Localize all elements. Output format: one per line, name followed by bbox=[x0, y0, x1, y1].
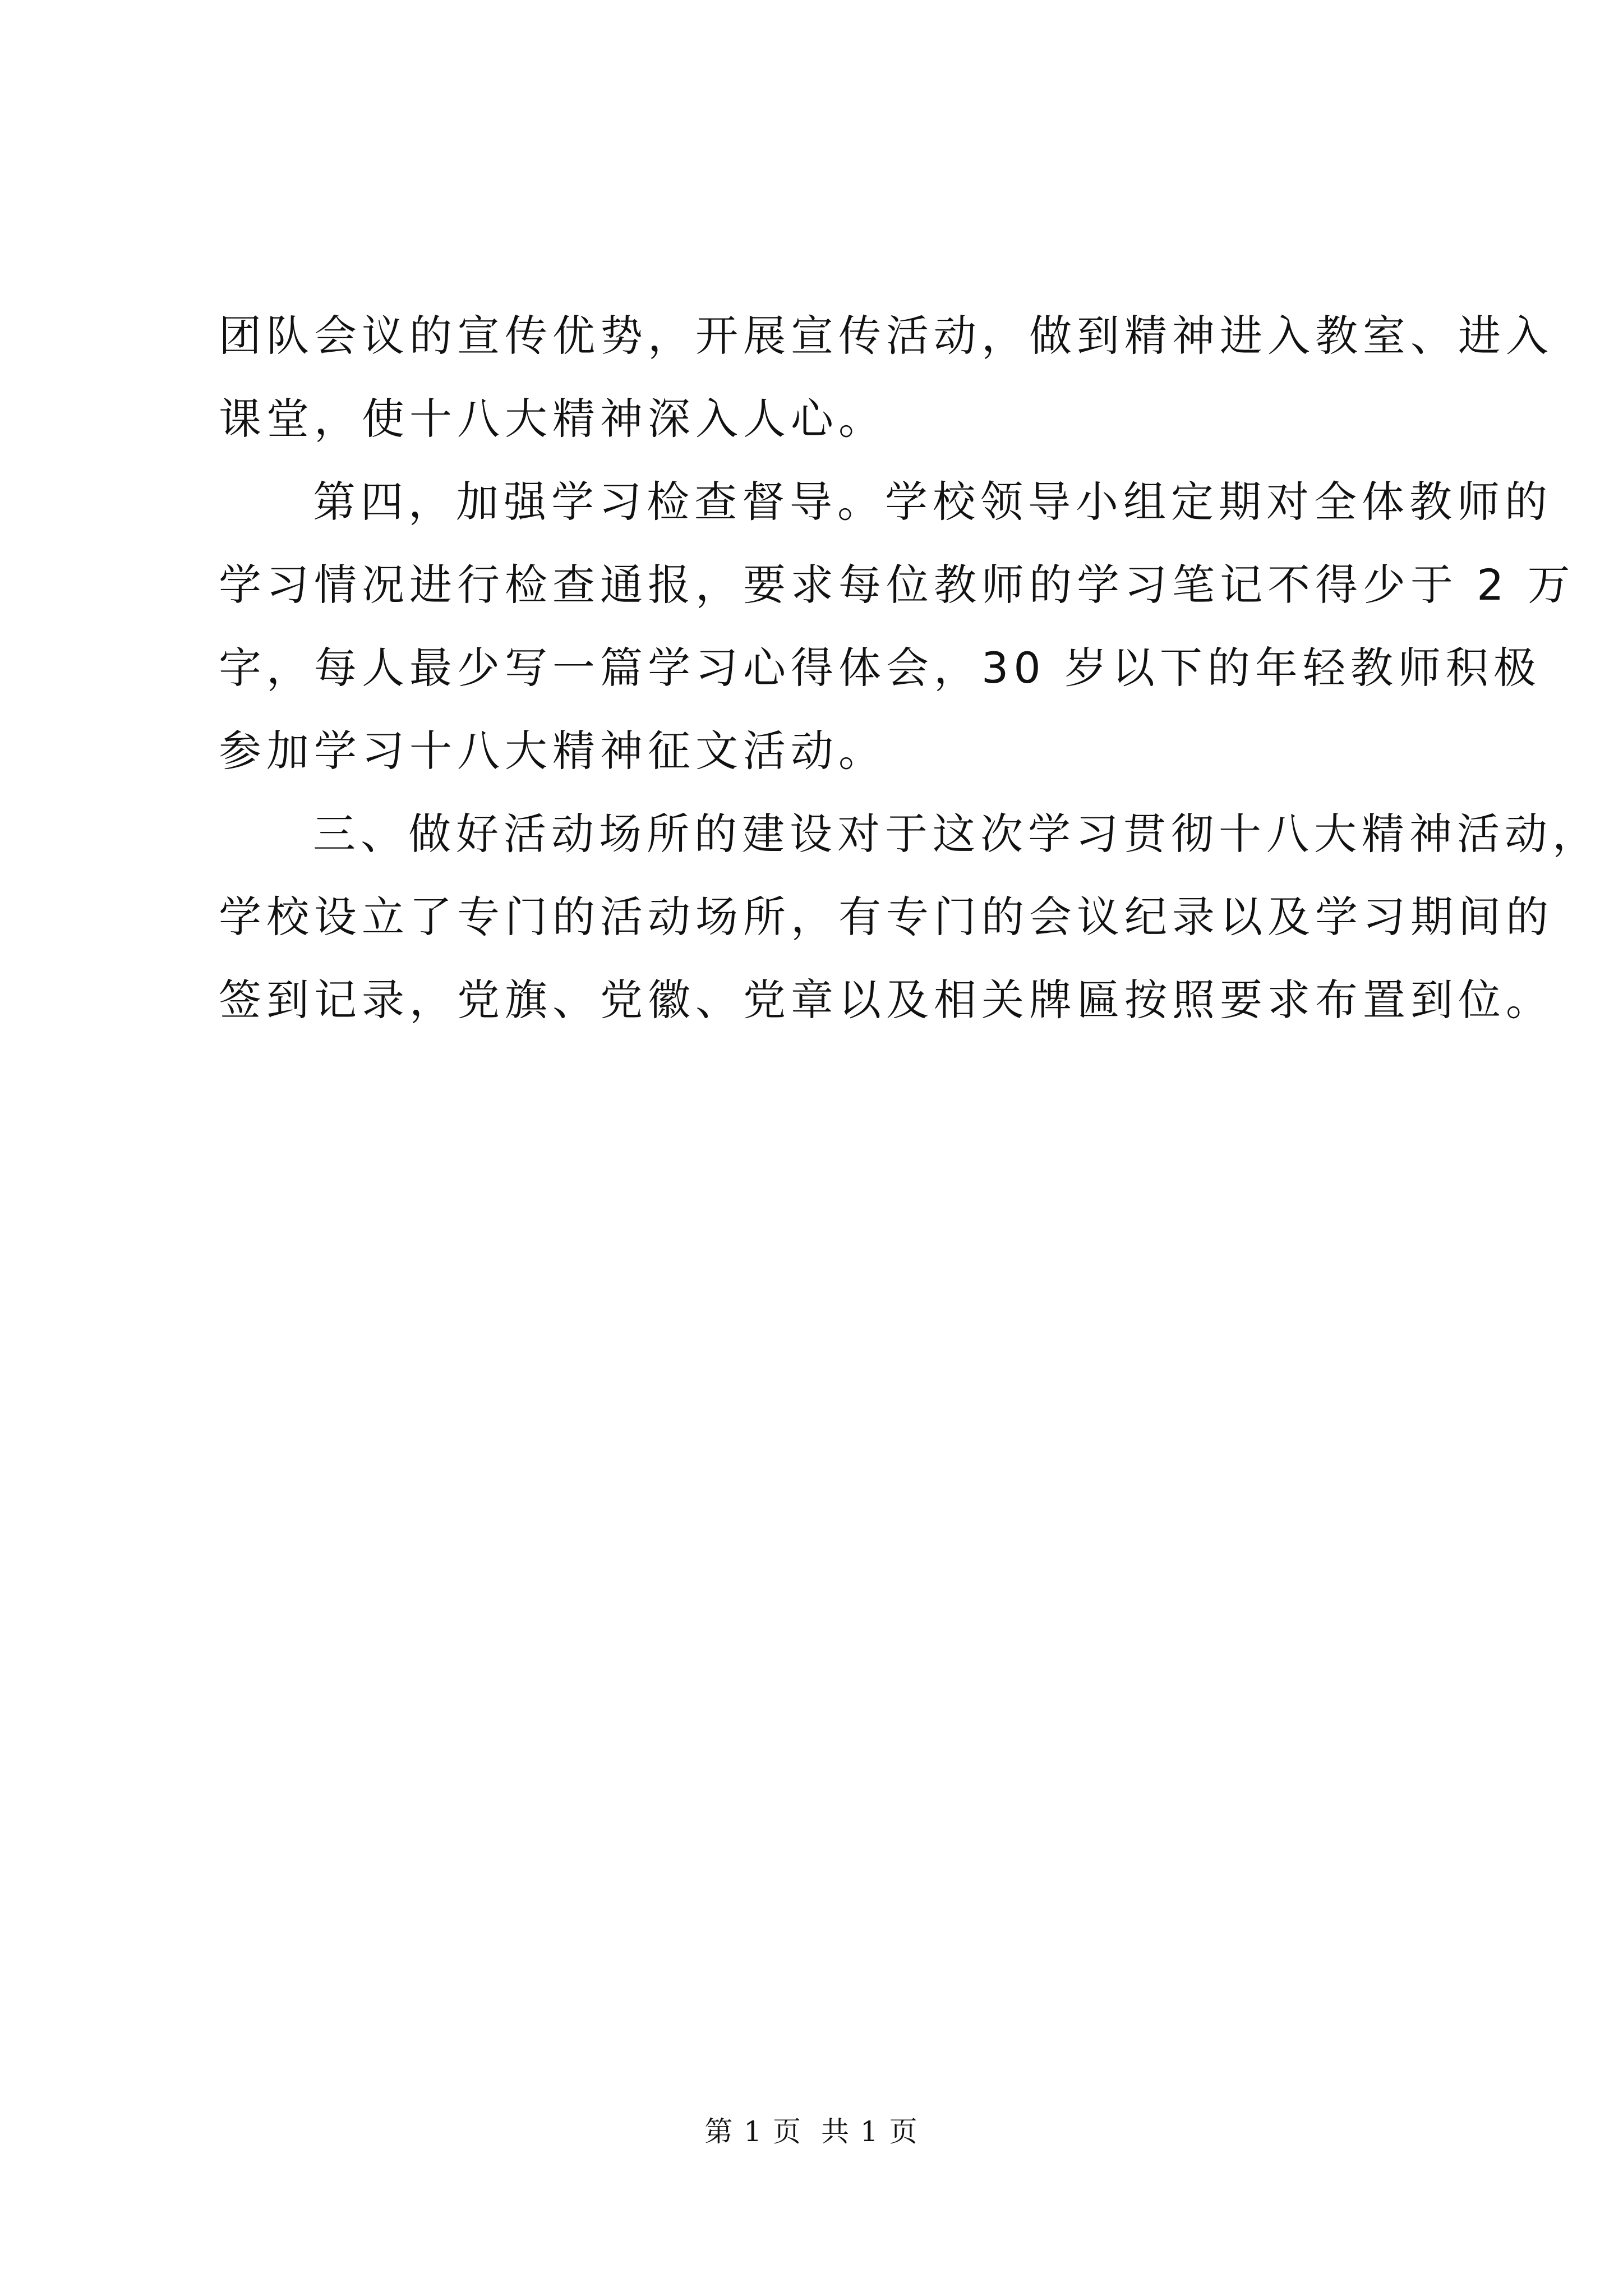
paragraph-start-line: 三、做好活动场所的建设对于这次学习贯彻十八大精神活动， bbox=[313, 809, 1600, 859]
text-line: 学习情况进行检查通报，要求每位教师的学习笔记不得少于 2 万 bbox=[219, 560, 1575, 610]
body-text bbox=[219, 295, 1600, 1042]
text-line: 字，每人最少写一篇学习心得体会，30 岁以下的年轻教师积极 bbox=[219, 643, 1541, 693]
page-total: 共 1 页 bbox=[821, 2115, 919, 2148]
text-line: 参加学习十八大精神征文活动。 bbox=[219, 726, 886, 776]
page-number: 第 1 页 bbox=[704, 2115, 802, 2148]
paragraph-start-line: 第四，加强学习检查督导。学校领导小组定期对全体教师的 bbox=[313, 477, 1552, 527]
text-line: 签到记录，党旗、党徽、党章以及相关牌匾按照要求布置到位。 bbox=[219, 975, 1553, 1025]
text-line: 学校设立了专门的活动场所，有专门的会议纪录以及学习期间的 bbox=[219, 892, 1553, 942]
page-footer bbox=[0, 2109, 1623, 2150]
text-line: 团队会议的宣传优势，开展宣传活动，做到精神进入教室、进入 bbox=[219, 311, 1553, 361]
text-line: 课堂，使十八大精神深入人心。 bbox=[219, 394, 886, 444]
